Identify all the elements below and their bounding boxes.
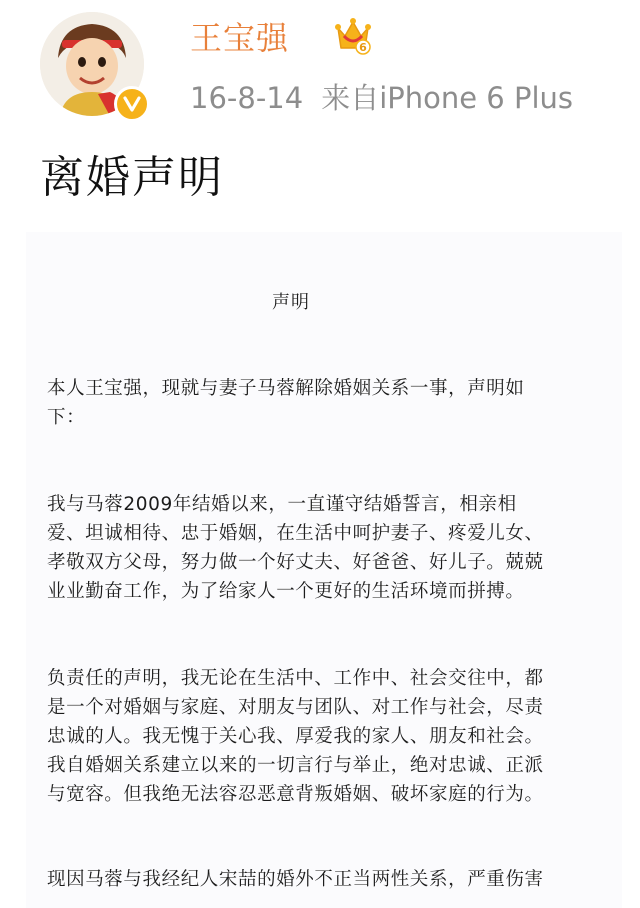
svg-text:6: 6 — [359, 41, 367, 54]
post-source[interactable]: 来自iPhone 6 Plus — [321, 81, 573, 115]
statement-paragraph: 本人王宝强，现就与妻子马蓉解除婚姻关系一事，声明如下： — [47, 378, 525, 428]
post-date[interactable]: 16-8-14 — [190, 81, 304, 115]
statement-image[interactable] — [26, 232, 622, 908]
vip-crown-icon[interactable] — [334, 16, 372, 56]
post-title: 离婚声明 — [40, 152, 224, 203]
post-header — [0, 0, 640, 130]
username-link[interactable]: 王宝强 — [190, 19, 290, 57]
statement-heading: 声明 — [272, 292, 310, 313]
statement-paragraph: 负责任的声明，我无论在生活中、工作中、社会交往中，都是一个对婚姻与家庭、对朋友与团队、对工作与社会，尽责忠诚的人。我无愧于关心我、厚爱我的家人、朋友和社会。我自婚姻关系建立以来的一切言行与举止，绝对忠诚、正派与宽容。但我绝无法容忍恶意背叛婚姻、破坏家庭的行为。 — [47, 668, 544, 805]
statement-paragraph: 我与马蓉2009年结婚以来，一直谨守结婚誓言，相亲相爱、坦诚相待、忠于婚姻，在生活中呵护妻子、疼爱儿女、孝敬双方父母，努力做一个好丈夫、好爸爸、好儿子。兢兢业业勤奋工作，为了给家人一个更好的生活环境而拼搏。 — [47, 494, 544, 602]
verified-badge-icon — [114, 86, 150, 122]
statement-paragraph: 现因马蓉与我经纪人宋喆的婚外不正当两性关系，严重伤害 — [47, 869, 544, 890]
post-meta — [190, 78, 573, 118]
